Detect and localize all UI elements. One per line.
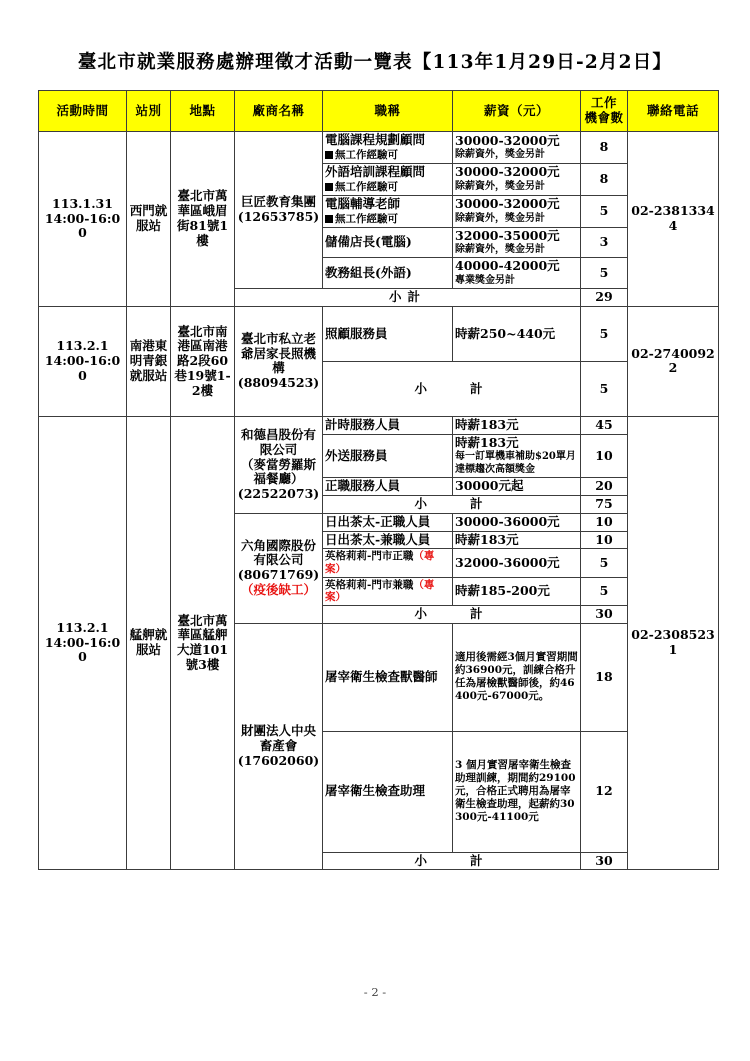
header-row — [39, 91, 719, 132]
col-header-phone: 聯絡電話 — [628, 91, 719, 132]
cell-openings: 18 — [581, 623, 628, 731]
col-header-openings-line2: 機會數 — [584, 110, 624, 125]
subtotal-label: 小 計 — [323, 361, 581, 416]
subtotal-label: 小計 — [235, 289, 581, 307]
cell-job-title: 正職服務人員 — [323, 478, 453, 496]
col-header-location: 地點 — [171, 91, 235, 132]
company-name-sub: （麥當勞羅斯福餐廳） — [240, 456, 316, 487]
cell-openings: 10 — [581, 531, 628, 549]
cell-salary: 時薪250~440元 — [453, 306, 581, 361]
page-number: - 2 - — [363, 985, 387, 999]
company-reg-no: (22522073) — [237, 486, 320, 501]
cell-company — [235, 306, 323, 416]
salary-note: 除薪資外，獎金另計 — [455, 149, 545, 161]
job-title-tag: （專案） — [325, 578, 435, 604]
time-date: 113.2.1 — [56, 338, 109, 354]
table-row — [39, 306, 719, 361]
cell-openings: 5 — [581, 577, 628, 605]
job-title-tag: （專案） — [325, 550, 435, 575]
subtotal-count: 5 — [581, 361, 628, 416]
cell-job-title: 照顧服務員 — [323, 306, 453, 361]
cell-job-title — [323, 195, 453, 227]
subtotal-label: 小 計 — [323, 496, 581, 514]
cell-salary: 32000-36000元 — [453, 549, 581, 577]
cell-openings: 12 — [581, 731, 628, 852]
cell-time — [39, 306, 127, 416]
table-body — [39, 132, 719, 870]
cell-openings: 5 — [581, 258, 628, 289]
salary-value: 時薪183元 — [455, 434, 519, 450]
job-title: 電腦課程規劃顧問 — [325, 132, 426, 147]
filled-square-icon — [325, 183, 333, 191]
cell-company — [235, 132, 323, 289]
company-reg-no: (88094523) — [237, 375, 320, 391]
cell-job-title — [323, 163, 453, 195]
cell-salary — [453, 434, 581, 478]
col-header-job-title: 職稱 — [323, 91, 453, 132]
no-experience-note: 無工作經驗可 — [325, 213, 450, 226]
cell-phone: 02-23813344 — [628, 132, 719, 307]
cell-openings: 5 — [581, 195, 628, 227]
cell-station: 西門就服站 — [127, 132, 171, 307]
cell-openings: 10 — [581, 513, 628, 531]
company-name: 和德昌股份有限公司 — [240, 427, 316, 457]
cell-salary — [453, 227, 581, 258]
filled-square-icon — [325, 151, 333, 159]
subtotal-label: 小 計 — [323, 852, 581, 870]
cell-salary: 時薪183元 — [453, 531, 581, 549]
company-name: 六角國際股份有限公司 — [240, 537, 316, 568]
cell-salary: 時薪185-200元 — [453, 577, 581, 605]
cell-openings: 3 — [581, 227, 628, 258]
company-reg-no: (80671769) — [237, 567, 320, 583]
col-header-openings-line1: 工作 — [590, 95, 617, 111]
salary-note: 除薪資外，獎金另計 — [455, 244, 545, 256]
cell-openings: 45 — [581, 416, 628, 434]
cell-job-title — [323, 549, 453, 577]
col-header-time: 活動時間 — [39, 91, 127, 132]
cell-job-title — [323, 577, 453, 605]
cell-openings: 8 — [581, 163, 628, 195]
job-title: 外語培訓課程顧問 — [325, 163, 426, 179]
cell-salary — [453, 258, 581, 289]
cell-openings: 10 — [581, 434, 628, 478]
subtotal-label: 小 計 — [323, 605, 581, 623]
subtotal-count: 30 — [581, 852, 628, 870]
no-experience-note: 無工作經驗可 — [325, 149, 450, 162]
cell-salary: 適用後需經3個月實習期間約36900元，訓練合格升任為屠檢獸醫師後，約46400元-67000元。 — [453, 623, 581, 731]
company-name: 財團法人中央畜產會 — [240, 723, 316, 753]
subtotal-count: 29 — [581, 289, 628, 307]
cell-job-title: 日出茶太-正職人員 — [323, 513, 453, 531]
salary-value: 32000-35000元 — [455, 227, 560, 243]
cell-station: 艋舺就服站 — [127, 416, 171, 869]
cell-time — [39, 132, 127, 307]
salary-value: 30000-32000元 — [455, 196, 560, 212]
time-date: 113.1.31 — [52, 195, 113, 211]
cell-openings: 5 — [581, 549, 628, 577]
col-header-openings — [581, 91, 628, 132]
cell-job-title: 儲備店長(電腦) — [323, 227, 453, 258]
cell-job-title: 計時服務人員 — [323, 416, 453, 434]
job-title: 英格莉莉-門市正職 — [325, 550, 414, 563]
cell-company — [235, 513, 323, 623]
col-header-salary: 薪資（元） — [453, 91, 581, 132]
company-name: 臺北市私立老爺居家長照機構 — [240, 330, 316, 376]
company-note: （疫後缺工） — [240, 581, 316, 597]
company-reg-no: (12653785) — [237, 209, 320, 225]
time-range: 14:00-16:00 — [44, 353, 121, 383]
time-range: 14:00-16:00 — [44, 634, 121, 665]
cell-openings: 8 — [581, 132, 628, 164]
cell-salary: 3 個月實習屠宰衛生檢查助理訓練，期間約29100元，合格正式聘用為屠宰衛生檢查助理，起薪約30300元-41100元 — [453, 731, 581, 852]
subtotal-count: 30 — [581, 605, 628, 623]
cell-location: 臺北市南港區南港路2段60巷19號1-2樓 — [171, 306, 235, 416]
cell-openings: 5 — [581, 306, 628, 361]
cell-job-title: 教務組長(外語) — [323, 258, 453, 289]
company-name: 巨匠教育集團 — [240, 194, 316, 210]
cell-salary — [453, 163, 581, 195]
salary-note: 每一訂單機車補助$20單月達標趨次高額獎金 — [455, 451, 576, 476]
cell-location: 臺北市萬華區峨眉街81號1樓 — [171, 132, 235, 307]
no-experience-note: 無工作經驗可 — [325, 181, 450, 194]
cell-job-title: 屠宰衛生檢查獸醫師 — [323, 623, 453, 731]
cell-openings: 20 — [581, 478, 628, 496]
salary-note: 專業獎金另計 — [455, 275, 515, 287]
cell-station: 南港東明青銀就服站 — [127, 306, 171, 416]
cell-company — [235, 623, 323, 870]
salary-note: 除薪資外，獎金另計 — [455, 181, 545, 193]
salary-value: 30000-32000元 — [455, 164, 560, 180]
job-title: 英格莉莉-門市兼職 — [325, 578, 414, 591]
cell-salary: 30000-36000元 — [453, 513, 581, 531]
col-header-company: 廠商名稱 — [235, 91, 323, 132]
cell-salary — [453, 132, 581, 164]
cell-salary: 時薪183元 — [453, 416, 581, 434]
salary-value: 40000-42000元 — [455, 258, 560, 274]
cell-job-title: 外送服務員 — [323, 434, 453, 478]
cell-job-title: 日出茶太-兼職人員 — [323, 531, 453, 549]
col-header-station: 站別 — [127, 91, 171, 132]
table-row — [39, 416, 719, 434]
cell-company — [235, 416, 323, 513]
cell-salary: 30000元起 — [453, 478, 581, 496]
cell-salary — [453, 195, 581, 227]
time-date: 113.2.1 — [56, 619, 109, 635]
cell-phone: 02-23085231 — [628, 416, 719, 869]
company-reg-no: (17602060) — [237, 752, 320, 768]
job-title: 電腦輔導老師 — [325, 195, 401, 211]
time-range: 14:00-16:00 — [44, 210, 121, 241]
cell-phone: 02-27400922 — [628, 306, 719, 416]
cell-location: 臺北市萬華區艋舺大道101號3樓 — [171, 416, 235, 869]
subtotal-count: 75 — [581, 496, 628, 514]
filled-square-icon — [325, 215, 333, 223]
job-fair-table — [38, 90, 719, 870]
salary-value: 30000-32000元 — [455, 132, 560, 148]
page-title: 臺北市就業服務處辦理徵才活動一覽表【113年1月29日-2月2日】 — [77, 52, 673, 73]
cell-job-title: 屠宰衛生檢查助理 — [323, 731, 453, 852]
table-row — [39, 132, 719, 164]
cell-time — [39, 416, 127, 869]
cell-job-title — [323, 132, 453, 164]
table-header — [39, 91, 719, 132]
salary-note: 除薪資外，獎金另計 — [455, 213, 545, 225]
